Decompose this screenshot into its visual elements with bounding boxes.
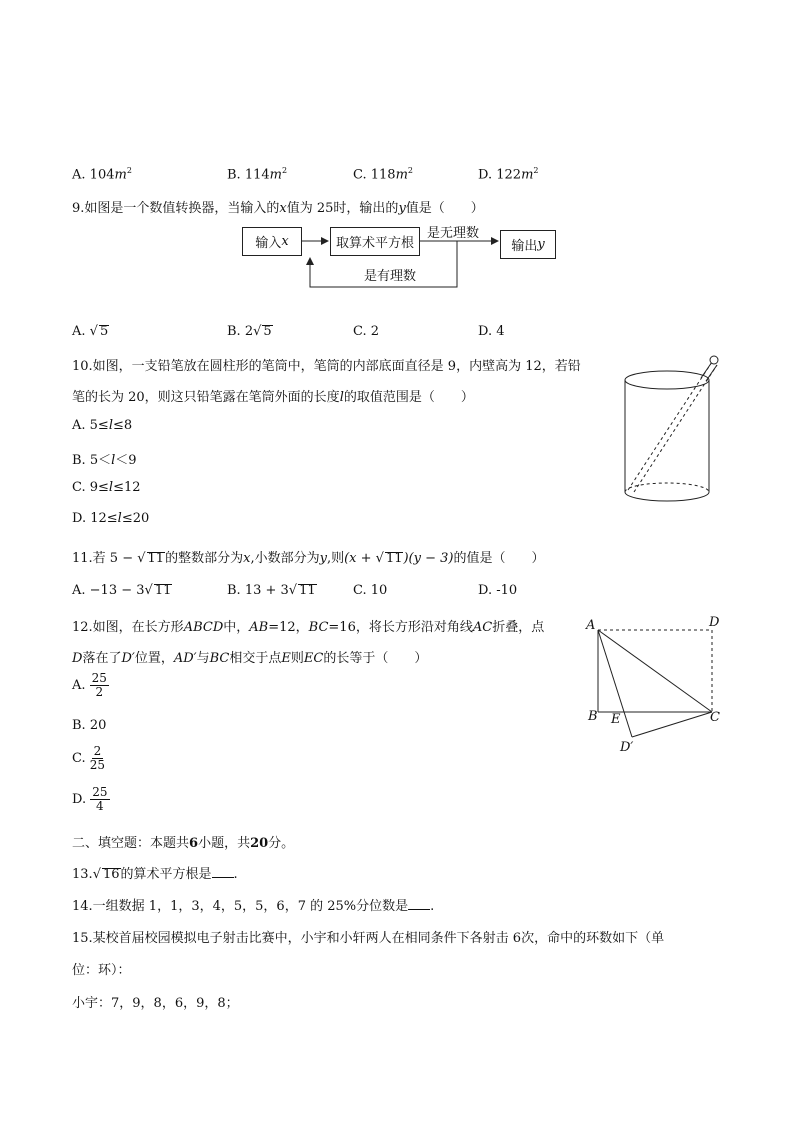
q15-line2: 位：环）： — [72, 963, 131, 978]
flow-process-box: 取算术平方根 — [330, 227, 420, 256]
q9-option-c: C. 2 — [353, 324, 380, 339]
q8-option-c: C. $118m^2$ — [353, 166, 414, 183]
fig-label-d: D — [709, 615, 720, 630]
q11-option-b: B. 13 + 3√ 11 — [227, 583, 316, 598]
q10-option-d: D. 12≤l≤20 — [72, 511, 150, 526]
q11-option-c: C. 10 — [353, 583, 388, 598]
fig-label-c: C — [710, 710, 720, 725]
q11-option-d: D. -10 — [478, 583, 518, 598]
q15-line1: 15.某校首届校园模拟电子射击比赛中，小宇和小轩两人在相同条件下各射击 6次，命中的环数如下（单 — [72, 931, 665, 946]
q9-option-a: A. √ 5 — [72, 324, 109, 339]
q15-line3: 小宇：7，9，8，6，9，8； — [72, 996, 239, 1011]
q9-option-b: B. 2√ 5 — [227, 324, 272, 339]
q12-option-c: C. $\frac{2}{25}$ — [72, 744, 106, 772]
fig-label-dprime: D′ — [620, 740, 634, 755]
q12-line1: 12.如图，在长方形ABCD中，AB=12，BC=16，将长方形沿对角线AC折叠，点 — [72, 620, 545, 635]
fig-label-b: B — [588, 709, 598, 724]
q10-line2: 笔的长为 20，则这只铅笔露在笔筒外面的长度l的取值范围是（ ） — [72, 390, 474, 405]
q12-line2: D落在了D′位置，AD′与BC相交于点E则EC的长等于（ ） — [72, 651, 428, 666]
q12-option-d: D. $\frac{25}{4}$ — [72, 785, 108, 813]
q14: 14.一组数据 1，1，3，4，5，5，6，7 的 25%分位数是 . — [72, 899, 435, 914]
flow-input-box: 输入 x — [242, 227, 302, 256]
q9-option-d: D. 4 — [478, 324, 505, 339]
q8-option-b: B. $114m^2$ — [227, 166, 288, 183]
q10-option-c: C. 9≤l≤12 — [72, 480, 141, 495]
q11-option-a: A. −13 − 3√ 11 — [72, 583, 172, 598]
q10-line1: 10.如图，一支铅笔放在圆柱形的笔筒中，笔筒的内部底面直径是 9，内壁高为 12，若铅 — [72, 359, 581, 374]
q12-option-a: A. $\frac{25}{2}$ — [72, 671, 107, 699]
fig-label-e: E — [611, 712, 621, 727]
q10-option-a: A. 5≤l≤8 — [72, 418, 133, 433]
fig-label-a: A — [586, 618, 596, 633]
flow-rational-label: 是有理数 — [364, 269, 417, 284]
q9-stem: 9.如图是一个数值转换器，当输入的x值为 25时，输出的y值是（ ） — [72, 201, 484, 216]
section-2-heading: 二、填空题：本题共6小题，共20分。 — [72, 836, 295, 851]
q13: 13.√ 16的算术平方根是 . — [72, 867, 238, 882]
q12-option-b: B. 20 — [72, 718, 107, 733]
q8-option-d: D. $122m^2$ — [478, 166, 539, 183]
q11-stem: 11.若 5 − √ 11的整数部分为x,小数部分为y,则(x + √ 11)(y − 3)的值是（ ） — [72, 551, 545, 566]
q8-option-a: A. $104m^2$ — [72, 166, 132, 183]
flow-output-box: 输出 y — [500, 230, 556, 259]
q10-option-b: B. 5＜l＜9 — [72, 453, 137, 468]
flow-irrational-label: 是无理数 — [427, 226, 480, 241]
